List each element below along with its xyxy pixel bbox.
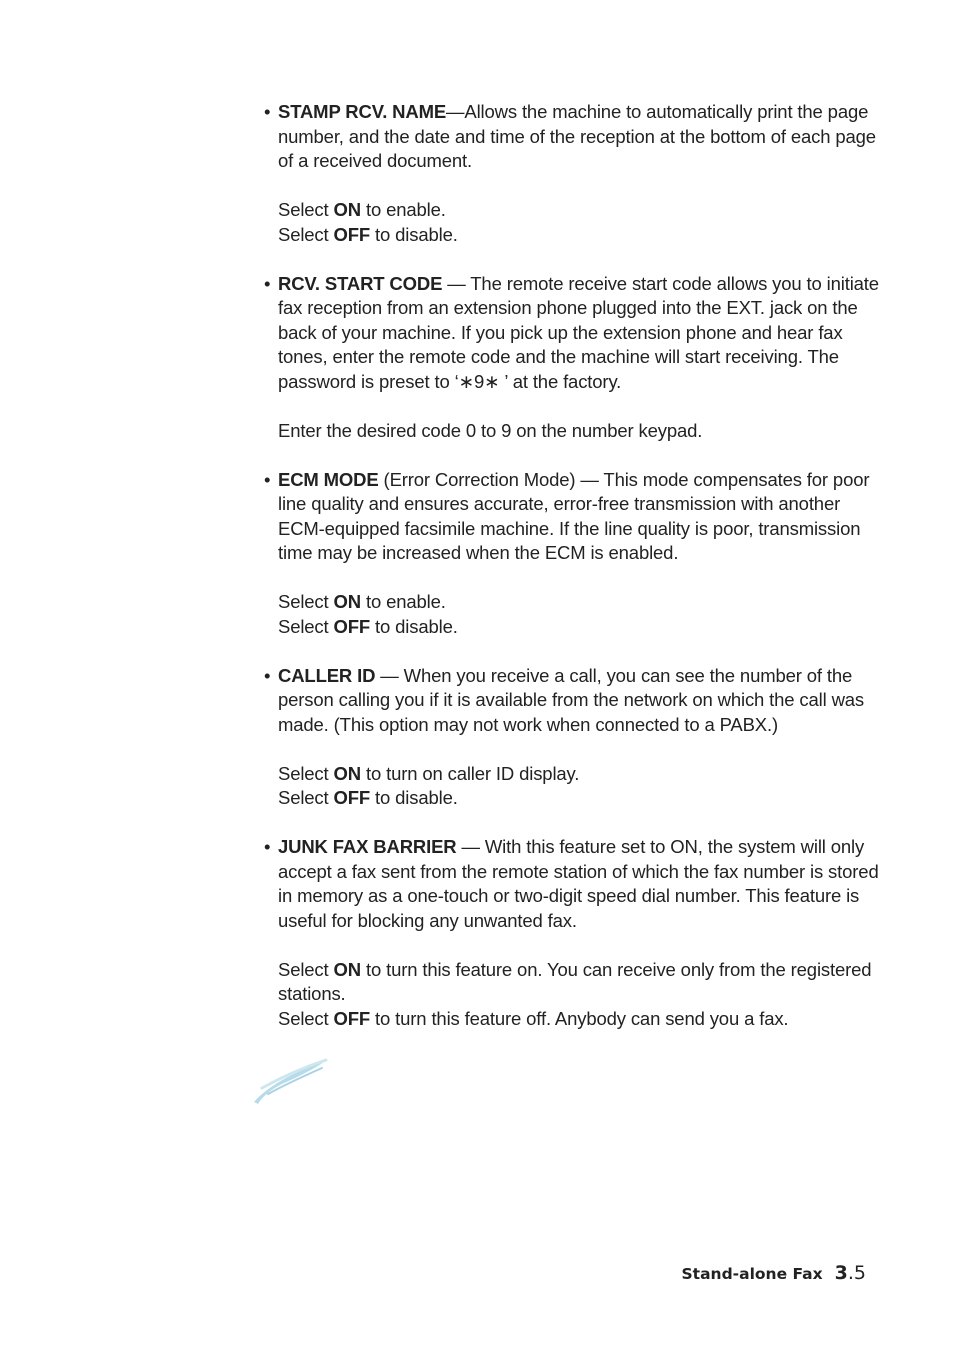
page-number: 3.5	[834, 1262, 866, 1284]
item-term: ECM MODE	[278, 468, 379, 490]
bullet: •	[264, 468, 271, 490]
option-line: Select OFF to disable.	[278, 615, 458, 637]
item-description: STAMP RCV. NAME—Allows the machine to automatically print the page number, and the date and time of the reception at the bottom of each page of a received document.	[278, 101, 876, 171]
bullet: •	[264, 272, 271, 294]
item-term: JUNK FAX BARRIER	[278, 836, 457, 857]
bullet: •	[264, 664, 271, 686]
item-note: Enter the desired code 0 to 9 on the number keypad.	[278, 419, 703, 441]
item-description: CALLER ID — When you receive a call, you can see the number of the person calling you if it is available from the network on which the call was made. (This option may not work when connected to a PABX.)	[278, 664, 865, 735]
footer-section-title: Stand-alone Fax	[681, 1265, 823, 1283]
bullet: •	[264, 836, 271, 857]
brush-swoosh-icon	[252, 1058, 328, 1106]
item-description: RCV. START CODE — The remote receive start code allows you to initiate fax reception from an extension phone plugged into the EXT. jack on the back of your machine. If you pick up the extension phone and hear fax tones, enter the remote code and the machine will start receiving. The password is preset to ‘∗9∗ ’ at the factory.	[278, 272, 879, 392]
item-term: STAMP RCV. NAME	[278, 101, 447, 122]
bullet: •	[264, 101, 271, 122]
option-line: Select OFF to disable.	[278, 223, 458, 245]
list-item-rcv-start-code	[264, 272, 884, 444]
option-line: Select OFF to turn this feature off. Anybody can send you a fax.	[278, 1007, 789, 1029]
settings-list	[264, 100, 884, 1056]
list-item-ecm-mode	[264, 468, 884, 640]
item-term: RCV. START CODE	[278, 272, 443, 294]
item-term: CALLER ID	[278, 664, 376, 686]
list-item-junk-fax-barrier	[264, 835, 884, 1031]
page-footer	[682, 1262, 866, 1284]
list-item-caller-id	[264, 664, 884, 811]
item-description: ECM MODE (Error Correction Mode) — This mode compensates for poor line quality and ensures accurate, error-free transmission with another ECM-equipped facsimile machine. If the line quality is poor, transmission time may be increased when the ECM is enabled.	[278, 468, 870, 563]
option-line: Select ON to turn on caller ID display.	[278, 762, 580, 784]
option-line: Select ON to enable.	[278, 591, 446, 612]
list-item-stamp-rcv-name	[264, 100, 884, 247]
option-line: Select ON to turn this feature on. You can receive only from the registered stations.	[278, 958, 872, 1004]
option-line: Select OFF to disable.	[278, 787, 458, 808]
item-description: JUNK FAX BARRIER — With this feature set to ON, the system will only accept a fax sent from the remote station of which the fax number is stored in memory as a one-touch or two-digit speed dial number. This feature is useful for blocking any unwanted fax.	[278, 836, 879, 931]
option-line: Select ON to enable.	[278, 199, 446, 220]
